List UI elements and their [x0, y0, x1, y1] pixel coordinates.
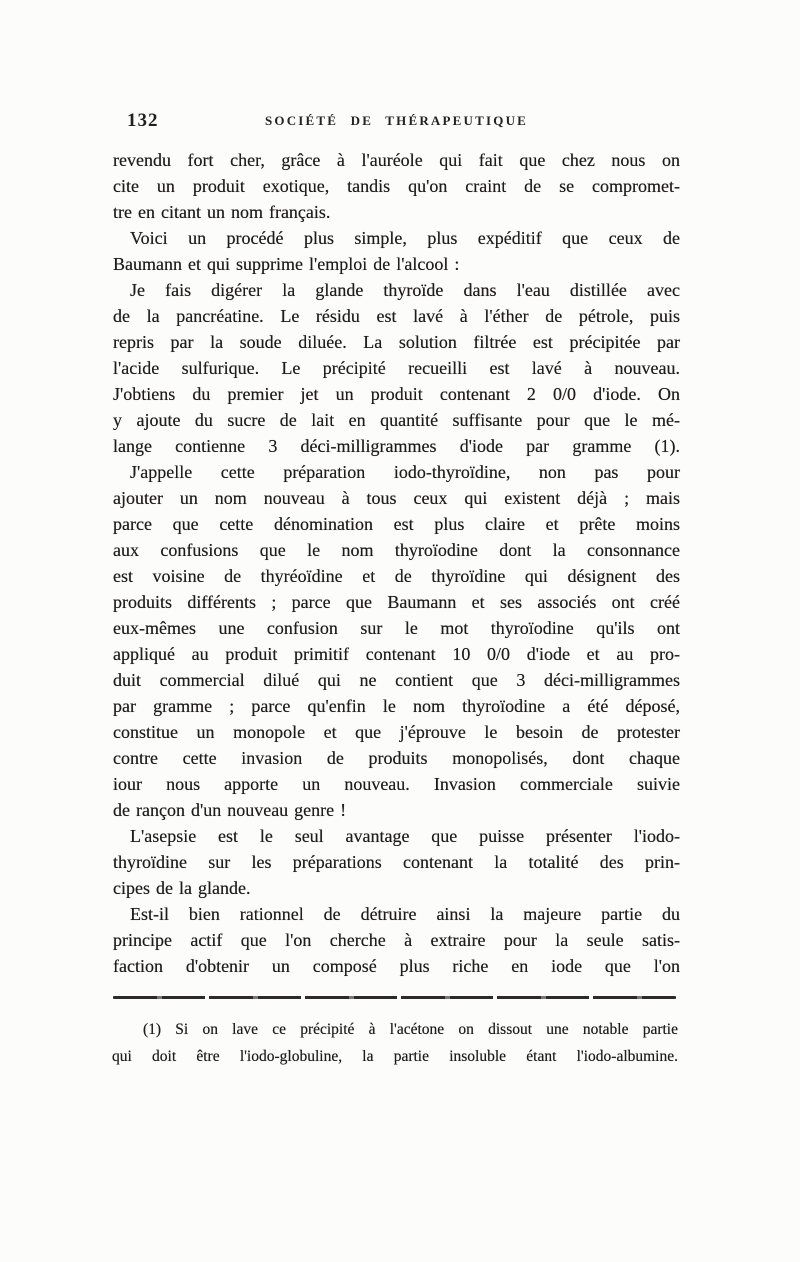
text-line: L'asepsie est le seul avantage que puisse présenter l'iodo- — [130, 826, 680, 846]
text-line: constitue un monopole et que j'éprouve le besoin de protester — [113, 722, 680, 742]
text-line: parce que cette dénomination est plus claire et prête moins — [113, 514, 680, 534]
text-line: par gramme ; parce qu'enfin le nom thyroïodine a été déposé, — [113, 696, 680, 716]
text-line: Je fais digérer la glande thyroïde dans l'eau distillée avec — [130, 280, 680, 300]
text-line: l'acide sulfurique. Le précipité recueilli est lavé à nouveau. — [113, 358, 680, 378]
text-line: J'appelle cette préparation iodo-thyroïdine, non pas pour — [130, 462, 680, 482]
text-line: qui doit être l'iodo-globuline, la partie insoluble étant l'iodo-albumine. — [112, 1048, 678, 1065]
text-line: (1) Si on lave ce précipité à l'acétone on dissout une notable partie — [143, 1021, 678, 1038]
text-line: eux-mêmes une confusion sur le mot thyroïodine qu'ils ont — [113, 618, 680, 638]
text-line: faction d'obtenir un composé plus riche en iode que l'on — [113, 956, 680, 976]
text-line: Baumann et qui supprime l'emploi de l'alcool : — [113, 254, 460, 274]
text-line: J'obtiens du premier jet un produit contenant 2 0/0 d'iode. On — [113, 384, 680, 404]
text-line: iour nous apporte un nouveau. Invasion commerciale suivie — [113, 774, 680, 794]
text-line: duit commercial dilué qui ne contient que 3 déci-milligrammes — [113, 670, 680, 690]
running-head: SOCIÉTÉ DE THÉRAPEUTIQUE — [264, 113, 529, 128]
page-number: 132 — [127, 110, 159, 131]
text-line: est voisine de thyréoïdine et de thyroïdine qui désignent des — [113, 566, 680, 586]
text-line: cipes de la glande. — [113, 878, 251, 898]
text-line: cite un produit exotique, tandis qu'on craint de se compromet- — [113, 176, 680, 196]
text-line: repris par la soude diluée. La solution filtrée est précipitée par — [113, 332, 680, 352]
text-line: y ajoute du sucre de lait en quantité suffisante pour que le mé- — [113, 410, 680, 430]
text-line: appliqué au produit primitif contenant 10 0/0 d'iode et au pro- — [113, 644, 680, 664]
text-line: contre cette invasion de produits monopolisés, dont chaque — [113, 748, 680, 768]
text-line: de rançon d'un nouveau genre ! — [113, 800, 347, 820]
text-line: de la pancréatine. Le résidu est lavé à l'éther de pétrole, puis — [113, 306, 680, 326]
text-line: Est-il bien rationnel de détruire ainsi la majeure partie du — [130, 904, 680, 924]
page-body — [113, 147, 680, 979]
text-line: aux confusions que le nom thyroïodine dont la consonnance — [113, 540, 680, 560]
text-line: lange contienne 3 déci-milligrammes d'iode par gramme (1). — [113, 436, 680, 456]
text-line: produits différents ; parce que Baumann et ses associés ont créé — [113, 592, 680, 612]
text-line: Voici un procédé plus simple, plus expéditif que ceux de — [130, 228, 680, 248]
footnote — [112, 1016, 678, 1070]
text-line: revendu fort cher, grâce à l'auréole qui fait que chez nous on — [113, 150, 680, 170]
text-line: thyroïdine sur les préparations contenant la totalité des prin- — [113, 852, 680, 872]
page-header — [113, 110, 680, 136]
text-line: tre en citant un nom français. — [113, 202, 331, 222]
text-line: principe actif que l'on cherche à extraire pour la seule satis- — [113, 930, 680, 950]
text-line: ajouter un nom nouveau à tous ceux qui existent déjà ; mais — [113, 488, 680, 508]
footnote-rule — [113, 996, 676, 999]
